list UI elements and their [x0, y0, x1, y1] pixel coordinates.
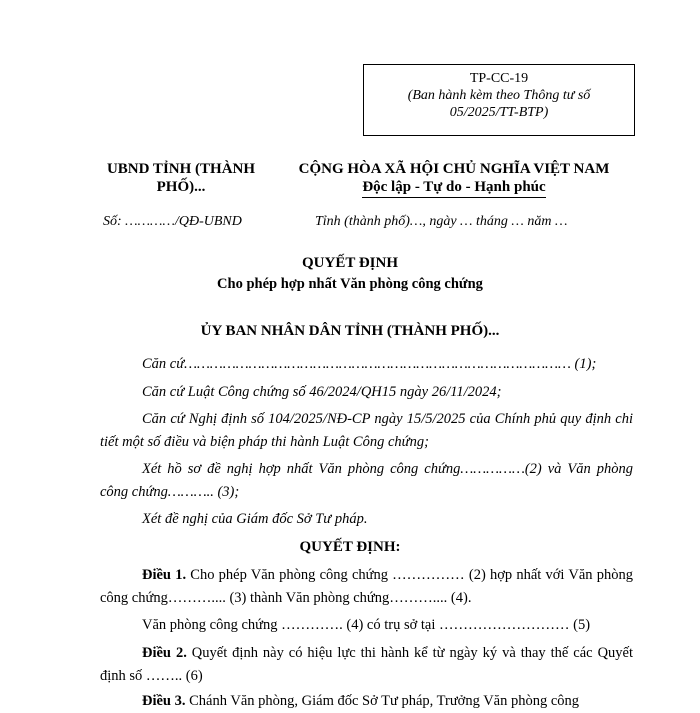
form-issued-line1: (Ban hành kèm theo Thông tư số	[407, 88, 591, 103]
agency-name: UBND TỈNH (THÀNH PHỐ)...	[106, 161, 256, 195]
article-1-text: Cho phép Văn phòng công chứng …………… (2) hợp nhất với Văn phòng công chứng……….... (3) thành Văn phòng chứng……….... (4).	[100, 567, 633, 606]
authority-title: ỦY BAN NHÂN DÂN TỈNH (THÀNH PHỐ)...	[200, 323, 500, 339]
national-motto: Độc lập - Tự do - Hạnh phúc	[362, 178, 545, 198]
document-number: Số: …………/QĐ-UBND	[103, 214, 242, 229]
decision-title: QUYẾT ĐỊNH	[302, 255, 398, 271]
article-2-label: Điều 2.	[142, 645, 187, 661]
article-1	[100, 564, 633, 610]
article-3-label: Điều 3.	[142, 693, 186, 709]
article-1-label: Điều 1.	[142, 567, 187, 583]
article-1-office: Văn phòng công chứng …………. (4) có trụ sở tại ……………………… (5)	[142, 617, 591, 633]
basis-1: Căn cứ……………………………………………………………………………… (1);	[142, 356, 597, 372]
basis-5: Xét đề nghị của Giám đốc Sở Tư pháp.	[142, 511, 368, 527]
basis-4: Xét hồ sơ đề nghị hợp nhất Văn phòng công chứng……………(2) và Văn phòng công chứng……….. (3);	[100, 461, 633, 500]
national-header	[282, 160, 626, 198]
basis-2: Căn cứ Luật Công chứng số 46/2024/QH15 ngày 26/11/2024;	[142, 384, 502, 400]
decision-subtitle: Cho phép hợp nhất Văn phòng công chứng	[217, 276, 483, 292]
decides-heading: QUYẾT ĐỊNH:	[299, 539, 401, 555]
form-code-box	[363, 64, 635, 136]
form-issued-line2: 05/2025/TT-BTP)	[449, 105, 549, 120]
article-3	[100, 690, 633, 713]
country-name: CỘNG HÒA XÃ HỘI CHỦ NGHĨA VIỆT NAM	[298, 161, 610, 177]
article-2-text: Quyết định này có hiệu lực thi hành kể từ ngày ký và thay thế các Quyết định số …….. (6)	[100, 645, 633, 684]
basis-3: Căn cứ Nghị định số 104/2025/NĐ-CP ngày 15/5/2025 của Chính phủ quy định chi tiết một số điều và biện pháp thi hành Luật Công chứng;	[100, 411, 633, 450]
document-date: Tỉnh (thành phố)…, ngày … tháng … năm …	[315, 214, 568, 229]
article-2	[100, 642, 633, 688]
article-3-text: Chánh Văn phòng, Giám đốc Sở Tư pháp, Trưởng Văn phòng công	[185, 693, 580, 709]
form-code: TP-CC-19	[469, 71, 529, 86]
